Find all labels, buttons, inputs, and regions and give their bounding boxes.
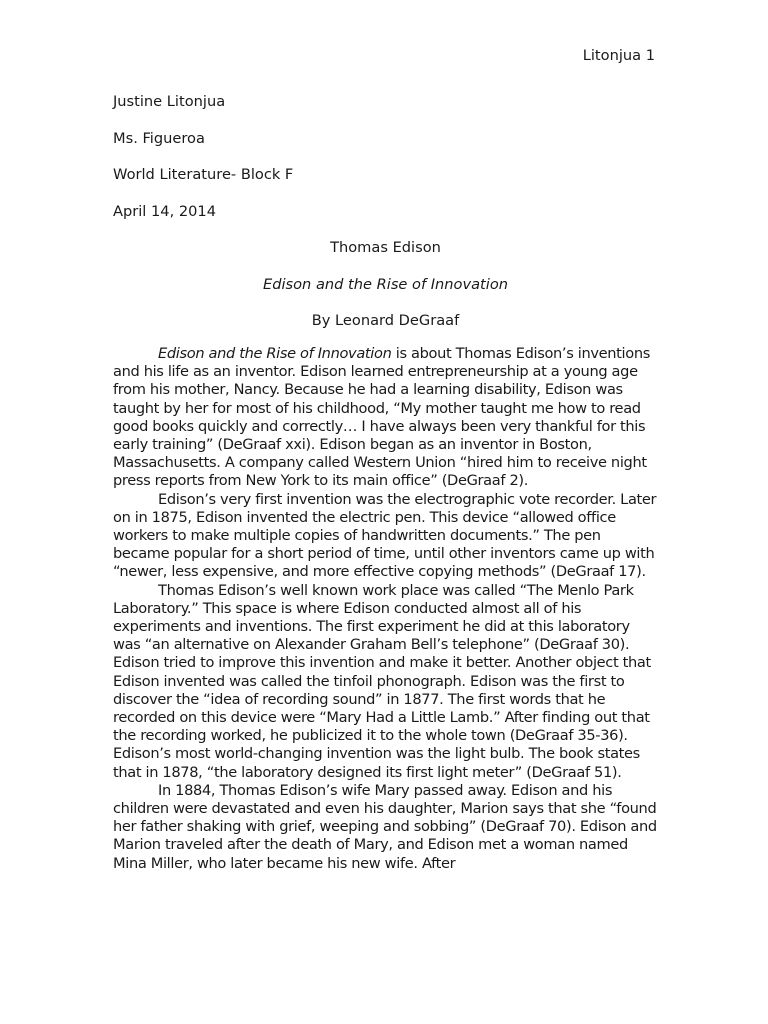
paragraph-2: Edison’s very first invention was the electrographic vote recorder. Later on in 1875, Edison invented the electric pen. This device “allowed office workers to make multiple copies of handwritten documents.” The pen became popular for a short period of time, until other inventors came up with “newer, less expensive, and more effective copying methods” (DeGraaf 17).	[113, 490, 657, 581]
teacher-name: Ms. Figueroa	[113, 129, 205, 147]
body-text	[113, 345, 658, 873]
paragraph-4: In 1884, Thomas Edison’s wife Mary passed away. Edison and his children were devastated and even his daughter, Marion says that she “found her father shaking with grief, weeping and sobbing” (DeGraaf 70). Edison and Marion traveled after the death of Mary, and Edison met a woman named Mina Miller, who later became his new wife. After	[113, 781, 657, 872]
mla-heading	[113, 92, 658, 348]
course-name: World Literature- Block F	[113, 166, 294, 183]
student-name: Justine Litonjua	[113, 93, 226, 110]
byline: By Leonard DeGraaf	[311, 312, 460, 329]
paragraph-1	[113, 345, 658, 491]
book-title-inline: Edison and the Rise of Innovation	[158, 345, 392, 362]
date-line: April 14, 2014	[113, 202, 216, 220]
paragraph-1-text: is about Thomas Edison’s inventions and his life as an inventor. Edison learned entrepreneurship at a young age from his mother, Nancy. Because he had a learning disability, Edison was taught by her for most of his childhood, “My mother taught me how to read good books quickly and correctly… I have always been very thankful for this early training” (DeGraaf xxi). Edison began as an inventor in Boston, Massachusetts. A company called Western Union “hired him to receive night press reports from New York to its main office” (DeGraaf 2).	[113, 345, 650, 490]
paper-title: Thomas Edison	[330, 239, 441, 256]
running-head: Litonjua 1	[582, 47, 655, 64]
book-title: Edison and the Rise of Innovation	[262, 275, 509, 293]
paragraph-3: Thomas Edison’s well known work place was called “The Menlo Park Laboratory.” This space is where Edison conducted almost all of his experiments and inventions. The first experiment he did at this laboratory was “an alternative on Alexander Graham Bell’s telephone” (DeGraaf 30). Edison tried to improve this invention and make it better. Another object that Edison invented was called the tinfoil phonograph. Edison was the first to discover the “idea of recording sound” in 1877. The first words that he recorded on this device were “Mary Had a Little Lamb.” After finding out that the recording worked, he publicized it to the whole town (DeGraaf 35-36). Edison’s most world-changing invention was the light bulb. The book states that in 1878, “the laboratory designed its first light meter” (DeGraaf 51).	[113, 581, 651, 781]
